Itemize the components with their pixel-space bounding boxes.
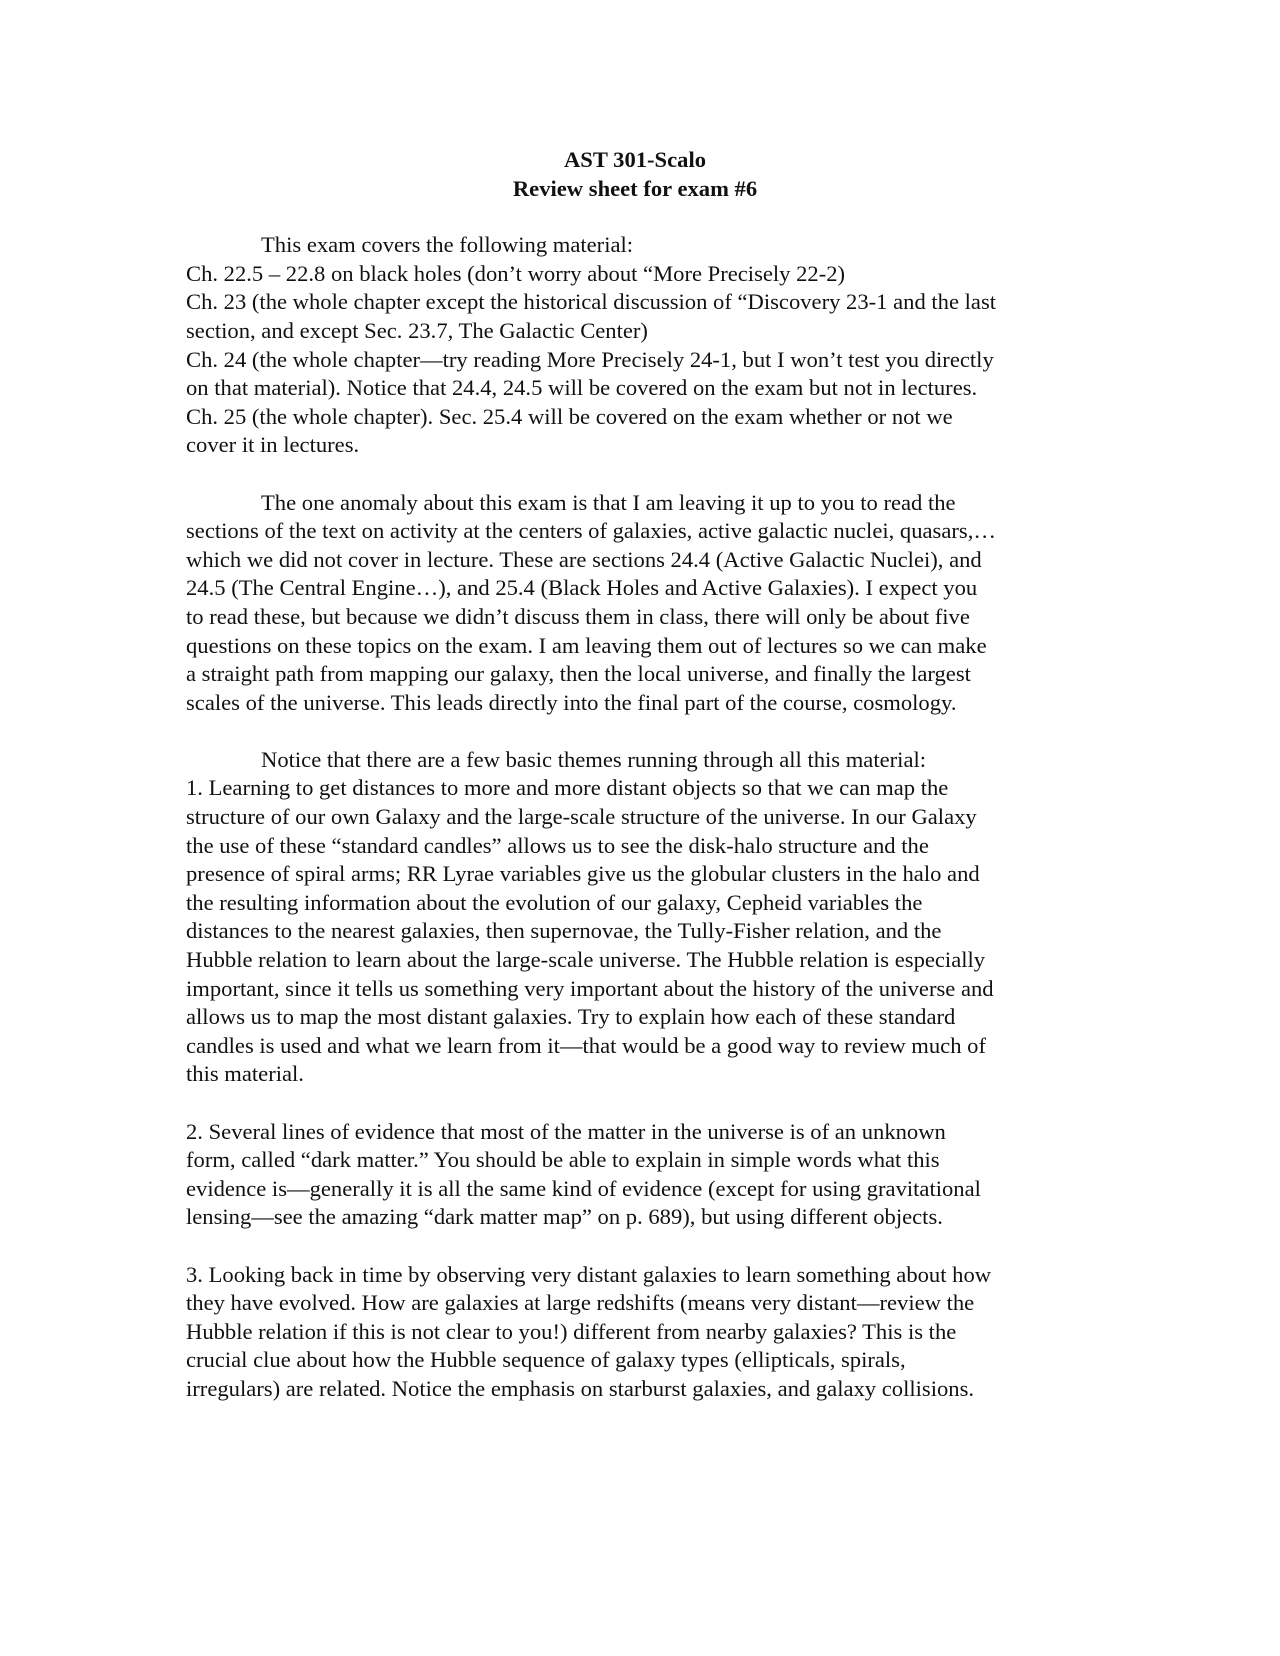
paragraph-line: 2. Several lines of evidence that most of the matter in the universe is of an unknown [186, 1118, 946, 1144]
paragraph-line: irregulars) are related. Notice the emphasis on starburst galaxies, and galaxy collisions. [186, 1375, 975, 1401]
paragraph-line: 24.5 (The Central Engine…), and 25.4 (Black Holes and Active Galaxies). I expect you [186, 575, 978, 601]
coverage-line: Ch. 25 (the whole chapter). Sec. 25.4 will be covered on the exam whether or not we [186, 403, 953, 429]
paragraph-line: Hubble relation if this is not clear to you!) different from nearby galaxies? This is the [186, 1318, 957, 1344]
paragraph-line: this material. [186, 1061, 304, 1087]
paragraph-line: sections of the text on activity at the centers of galaxies, active galactic nuclei, quasars,… [186, 518, 996, 544]
paragraph-line: to read these, but because we didn’t discuss them in class, there will only be about five [186, 603, 970, 629]
coverage-line: on that material). Notice that 24.4, 24.5 will be covered on the exam but not in lectures. [186, 375, 978, 401]
paragraph-line: 3. Looking back in time by observing very distant galaxies to learn something about how [186, 1261, 992, 1287]
coverage-line: cover it in lectures. [186, 432, 360, 458]
paragraph-line: crucial clue about how the Hubble sequence of galaxy types (ellipticals, spirals, [186, 1347, 906, 1373]
paragraph-line: lensing—see the amazing “dark matter map” on p. 689), but using different objects. [186, 1204, 943, 1230]
paragraph-line: the use of these “standard candles” allows us to see the disk-halo structure and the [186, 832, 929, 858]
theme-1 [186, 774, 1086, 1089]
paragraph-line: they have evolved. How are galaxies at large redshifts (means very distant—review the [186, 1290, 975, 1316]
document-body [186, 146, 1086, 1404]
title-block [182, 146, 1088, 203]
coverage-section [186, 231, 1086, 460]
paragraph-line: form, called “dark matter.” You should be able to explain in simple words what this [186, 1147, 940, 1173]
coverage-intro: This exam covers the following material: [261, 232, 634, 258]
paragraph-line: allows us to map the most distant galaxies. Try to explain how each of these standard [186, 1004, 956, 1030]
paragraph-line: a straight path from mapping our galaxy, then the local universe, and finally the largest [186, 661, 971, 687]
spacer [186, 717, 1086, 746]
paragraph-line: questions on these topics on the exam. I am leaving them out of lectures so we can make [186, 632, 987, 658]
document-title: AST 301-Scalo [563, 147, 707, 172]
spacer [186, 203, 1086, 231]
paragraph-line: the resulting information about the evolution of our galaxy, Cepheid variables the [186, 889, 923, 915]
paragraph-line: structure of our own Galaxy and the large-scale structure of the universe. In our Galaxy [186, 804, 977, 830]
themes-section [186, 746, 1086, 1404]
paragraph-line: important, since it tells us something very important about the history of the universe and [186, 975, 994, 1001]
paragraph-line: The one anomaly about this exam is that I am leaving it up to you to read the [261, 489, 956, 515]
paragraph-line: distances to the nearest galaxies, then supernovae, the Tully-Fisher relation, and the [186, 918, 942, 944]
theme-2 [186, 1118, 1086, 1232]
paragraph-line: evidence is—generally it is all the same kind of evidence (except for using gravitational [186, 1175, 981, 1201]
paragraph-line: Hubble relation to learn about the large-scale universe. The Hubble relation is especially [186, 947, 986, 973]
document-subtitle: Review sheet for exam #6 [512, 175, 758, 201]
paragraph-line: presence of spiral arms; RR Lyrae variables give us the globular clusters in the halo and [186, 861, 980, 887]
coverage-line: Ch. 24 (the whole chapter—try reading More Precisely 24-1, but I won’t test you directly [186, 346, 994, 372]
coverage-line: Ch. 22.5 – 22.8 on black holes (don’t worry about “More Precisely 22-2) [186, 260, 846, 286]
paragraph-line: which we did not cover in lecture. These are sections 24.4 (Active Galactic Nuclei), and [186, 546, 982, 572]
anomaly-paragraph [186, 489, 1086, 718]
coverage-line: section, and except Sec. 23.7, The Galactic Center) [186, 317, 648, 343]
coverage-line: Ch. 23 (the whole chapter except the historical discussion of “Discovery 23-1 and the last [186, 289, 997, 315]
spacer [186, 1089, 1086, 1118]
theme-3 [186, 1261, 1086, 1404]
paragraph-line: scales of the universe. This leads directly into the final part of the course, cosmology. [186, 689, 957, 715]
themes-intro: Notice that there are a few basic themes running through all this material: [261, 746, 927, 772]
spacer [186, 1232, 1086, 1261]
spacer [186, 460, 1086, 489]
paragraph-line: candles is used and what we learn from it—that would be a good way to review much of [186, 1032, 986, 1058]
paragraph-line: 1. Learning to get distances to more and more distant objects so that we can map the [186, 775, 949, 801]
